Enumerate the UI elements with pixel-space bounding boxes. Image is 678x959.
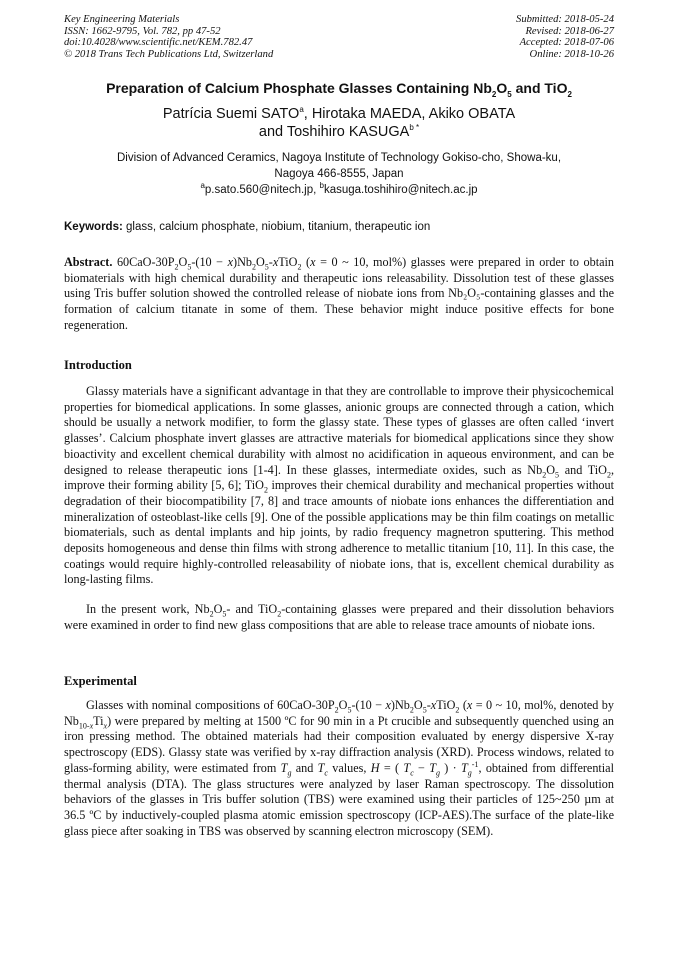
- doi: doi:10.4028/www.scientific.net/KEM.782.47: [64, 37, 253, 48]
- journal-name: Key Engineering Materials: [64, 14, 180, 25]
- keywords: Keywords: glass, calcium phosphate, niobium, titanium, therapeutic ion: [64, 221, 431, 233]
- accepted-date: Accepted: 2018-07-06: [519, 37, 614, 48]
- journal-header-right: [516, 14, 614, 60]
- affiliation: Division of Advanced Ceramics, Nagoya Institute of Technology Gokiso-cho, Showa-ku, Nagoya 466-8555, Japan: [116, 152, 562, 180]
- section-heading-experimental: Experimental: [64, 674, 137, 688]
- abstract-label: Abstract.: [64, 255, 113, 269]
- intro-paragraph-1: Glassy materials have a significant advantage in that they are controllable to improve their physicochemical properties for biomedical applications. In some glasses, anionic groups are connected through a cation, which should be usually a network modifier, to form the glassy state. These types of glasses are often called ‘invert glasses’. Calcium phosphate invert glasses are attractive materials for biomedical applications since they show bioactivity and excellent chemical durability with almost no acidification in aqueous environment, and can be designed to release therapeutic ions [1-4]. In these glasses, intermediate oxides, such as $Nb_2O_5$ and TiO$_2$, improve their forming ability [5, 6]; TiO$_2$ improves their chemical durability and mechanical properties without degradation of their biocompatibility [7, 8] and trace amounts of niobate ions enhances the differentiation and mineralization of osteoblast-like cells [9]. One of the possible applications may be thin film coatings on metallic biomaterials, such as dental implants and hip joints, by radio frequency magnetron sputtering. This method deposits homogeneous and dense thin films with strong adherence to metallic titanium [10, 11]. In this case, the coatings would require highly-controlled releasability of niobate ions, that is, excellent chemical durability as long-lasting films.: [64, 384, 615, 587]
- submitted-date: Submitted: 2018-05-24: [516, 14, 614, 25]
- intro-paragraph-2: In the present work, $Nb_2O_5-$ and TiO$_2$-containing glasses were prepared and their dissolution behaviors were examined in order to find new glass compositions that are able to release trace amounts of niobate ions.: [64, 602, 615, 632]
- author-list: Patrícia Suemi SATO$^a$, Hirotaka MAEDA, Akiko OBATA and Toshihiro $KASUGA^{b *}$: [162, 105, 516, 140]
- author-emails: $^a$p.sato.560@nitech.jp, $^b$kasuga.toshihiro@nitech.ac.jp: [200, 181, 478, 196]
- abstract: Abstract. $60CaO-30P_2O_5-(10$ − $x)Nb_2O_5-xTiO_2$ (x = 0 ~ 10, mol%) glasses were prepared in order to obtain biomaterials with high chemical durability and therapeutic ions releasability. Dissolution test of these glasses using Tris buffer solution showed the controlled release of niobate ions from Nb₂O₅-containing glasses and the formation of calcium titanate in some of them. These behavior might induce positive effects for bone regeneration.: [64, 255, 614, 332]
- paper-title: Preparation of Calcium Phosphate Glasses Containing $Nb_2O_5$ and TiO$_2$: [106, 80, 572, 99]
- copyright: © 2018 Trans Tech Publications Ltd, Switzerland: [64, 48, 274, 60]
- experimental-paragraph: Glasses with nominal compositions of $60CaO-30P_2O_5-(10$ − $x)Nb_2O_5-xTiO_2$ (x = 0 ~ 10, mol%, denoted by $Nb_{10-x}Ti_x$) were prepared by melting at 1500 ºC for 90 min in a Pt crucible and subsequently quenched using an iron pressing method. The obtained materials had their composition evaluated by energy dispersive X-ray spectroscopy (EDS). Glassy state was verified by x-ray diffraction analysis (XRD). Process windows, related to glass-forming ability, were estimated from $T_g$ and $T_c$ values, H = ( $T_c - T_g$ ) · $T_g^{-1}$, obtained from differential thermal analysis (DTA). The glass structures were analyzed by laser Raman spectroscopy. The dissolution behaviors of the glasses in Tris buffer solution (TBS) were examined using their particles of 125~250 µm at 36.5 ºC by inductively-coupled plasma atomic emission spectroscopy (ICP-AES).The surface of the plate-like glass piece after soaking in TBS was observed by scanning electron microscopy (SEM).: [64, 698, 614, 838]
- revised-date: Revised: 2018-06-27: [525, 25, 614, 37]
- journal-header-left: [64, 14, 273, 60]
- section-heading-introduction: Introduction: [64, 358, 132, 372]
- online-date: Online: 2018-10-26: [529, 48, 614, 60]
- issn: ISSN: 1662-9795, Vol. 782, pp 47-52: [64, 25, 221, 37]
